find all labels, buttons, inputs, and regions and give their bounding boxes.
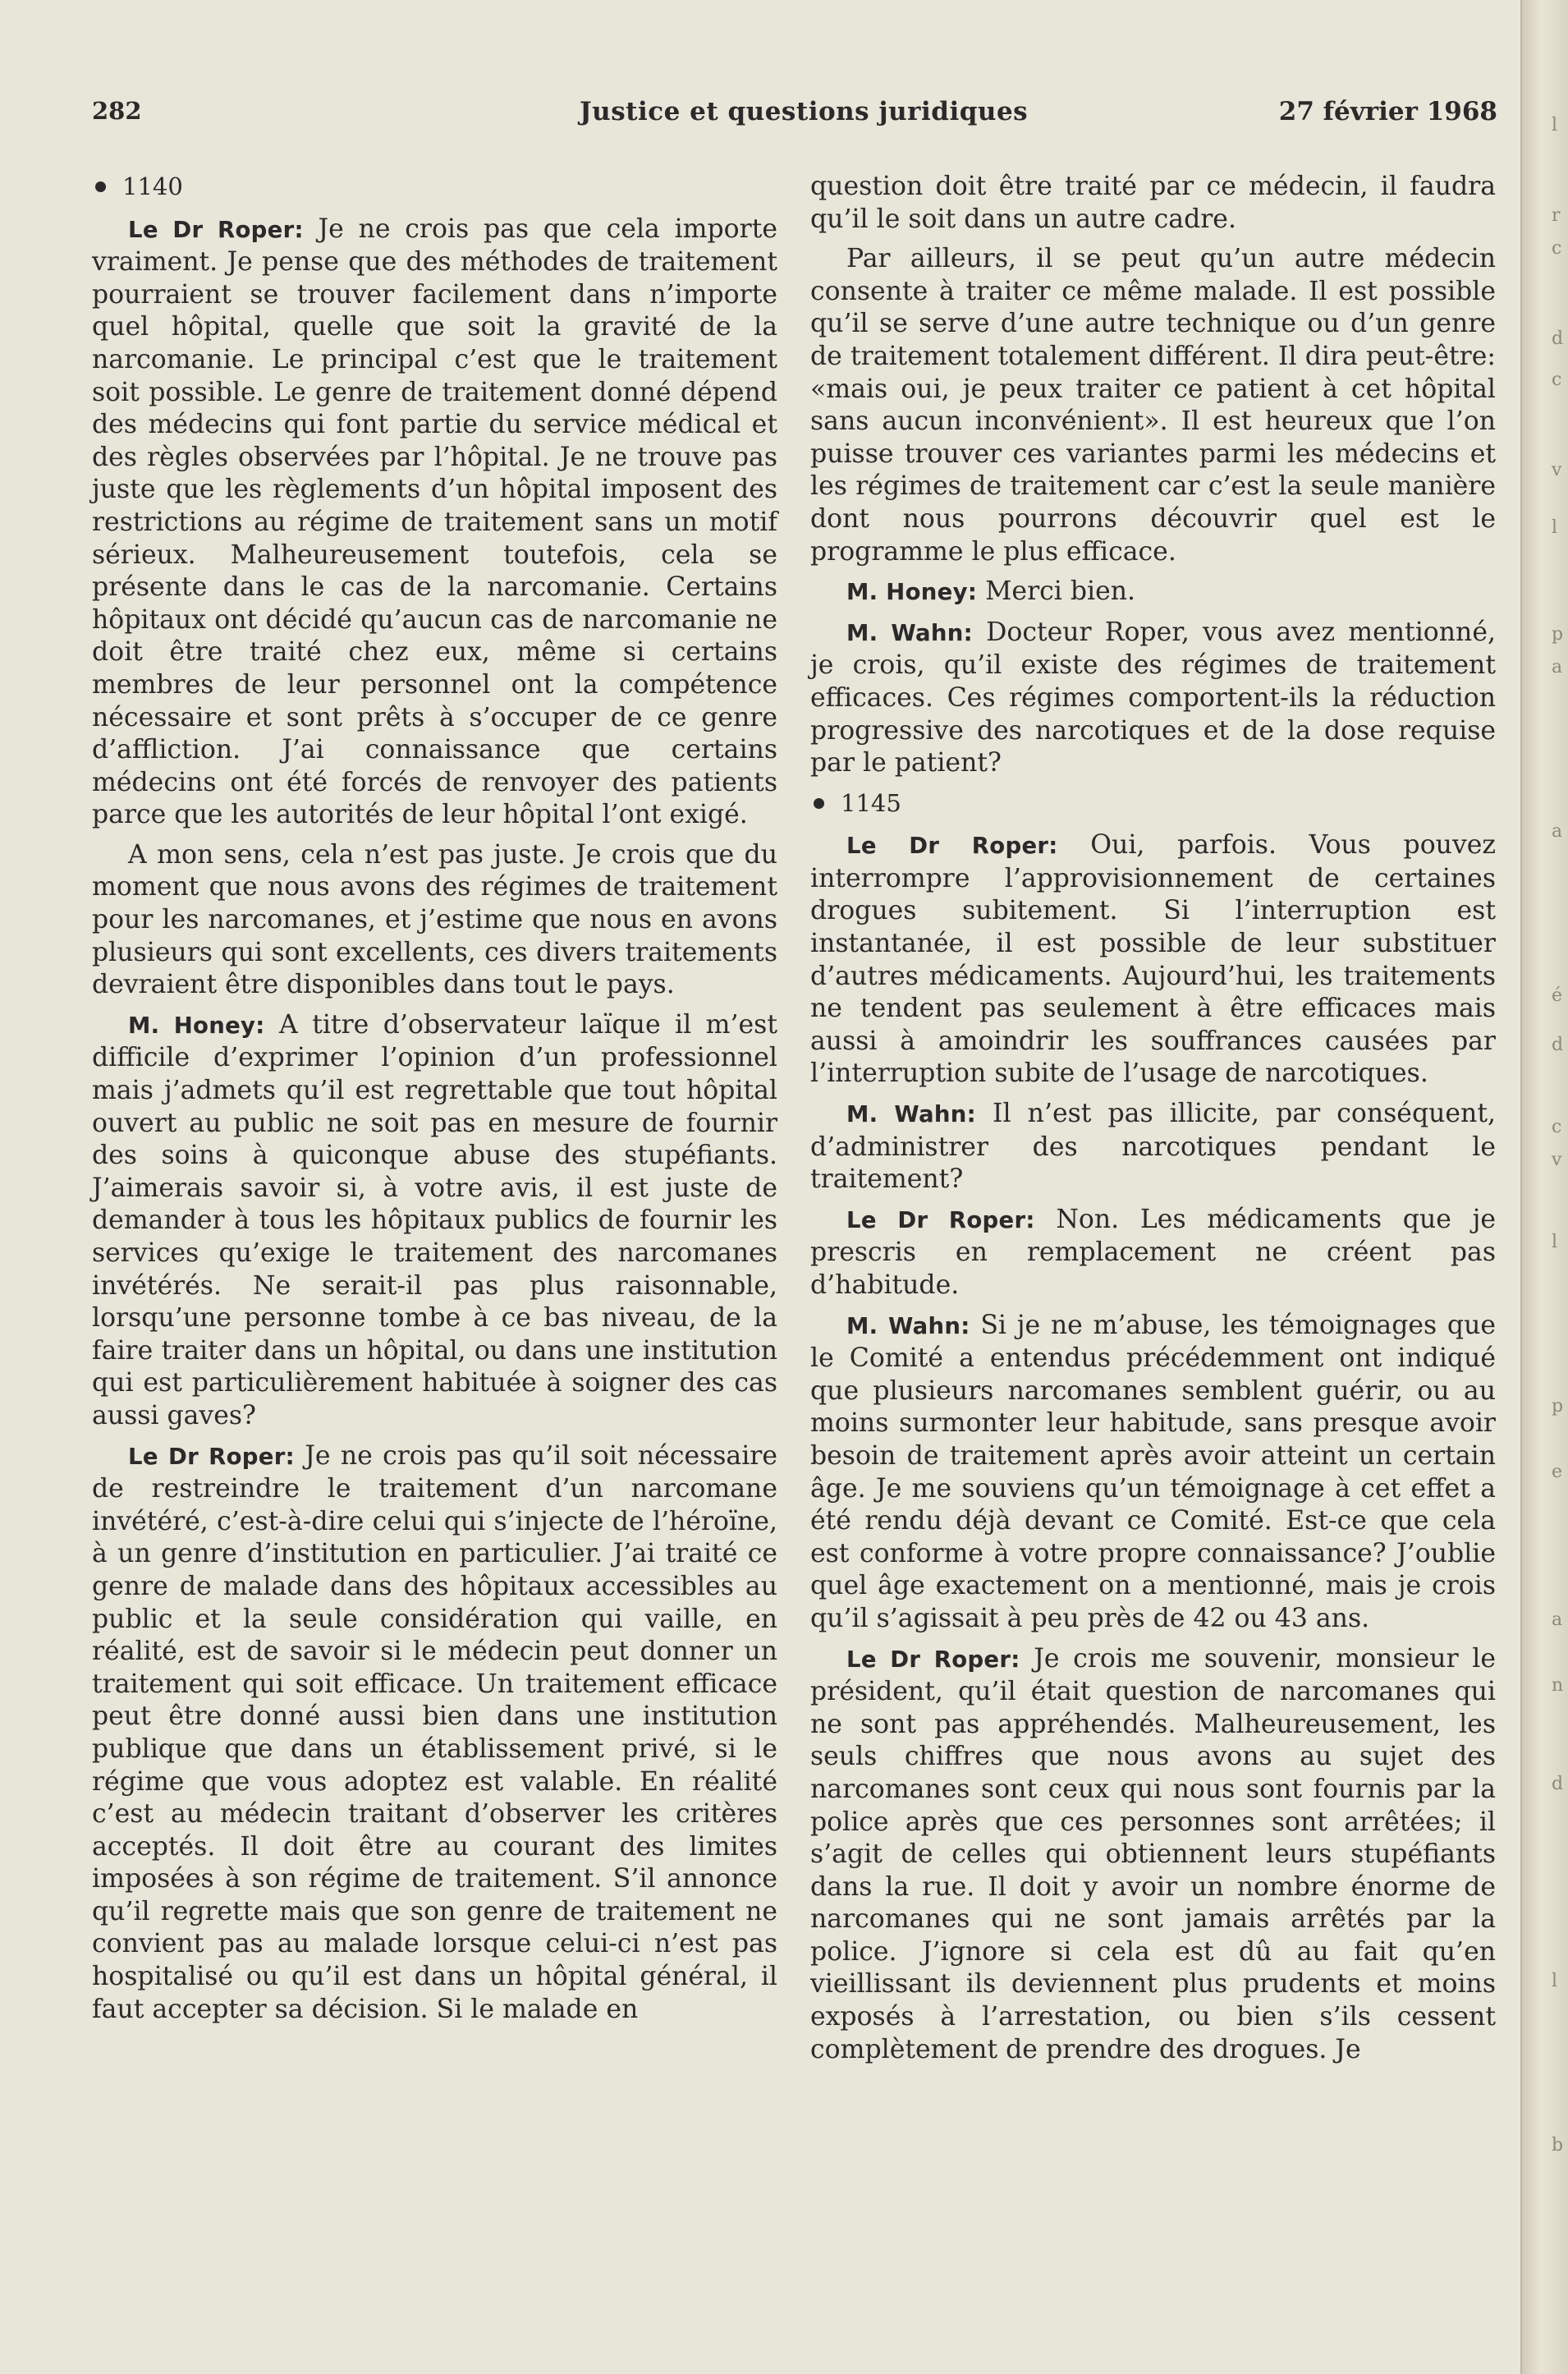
left-column (92, 171, 777, 2033)
paragraph (810, 1310, 1496, 1636)
adjacent-page-fragment: l (1552, 1232, 1558, 1252)
running-header (92, 97, 1497, 138)
paragraph-text: Oui, parfois. Vous pouvez interrompre l’approvisionnement de certaines drogues subitement. Si l’interruption est instantanée, il est possible de leur substituer d’autres médicaments. Aujourd’hui, les traitements ne tendent pas seulement à être efficaces mais aussi à amoindrir les souffrances causées par l’interruption subite de l’usage de narcotiques. (810, 830, 1496, 1089)
paragraph (92, 1009, 777, 1433)
paragraph (92, 214, 777, 832)
paragraph-text: Par ailleurs, il se peut qu’un autre médecin consente à traiter ce même malade. Il est possible qu’il se serve d’une autre technique ou d’un genre de traitement totalement différent. Il dira peut-être: «mais oui, je peux traiter ce patient à cet hôpital sans aucun inconvénient». Il est heureux que l’on puisse trouver ces variantes parmi les médecins et les régimes de traitement car c’est la seule manière dont nous pourrons découvrir quel est le programme le plus efficace. (810, 244, 1496, 567)
speaker-name: M. Wahn: (846, 1312, 970, 1339)
paragraph-text: Si je ne m’abuse, les témoignages que le Comité a entendus précédemment ont indiqué que plusieurs narcomanes semblent guérir, ou au moins surmonter leur habitude, sans presque avoir besoin de traitement après avoir atteint un certain âge. Je me souviens qu’un témoignage à cet effet a été rendu déjà devant ce Comité. Est-ce que cela est conforme à votre propre connaissance? J’oublie quel âge exactement on a mentionné, mais je crois qu’il s’agissait à peu près de 42 ou 43 ans. (810, 1310, 1497, 1633)
adjacent-page-fragment: d (1552, 1035, 1564, 1055)
time-marker-label: 1145 (841, 788, 901, 817)
paragraph (810, 1204, 1496, 1302)
paragraph-text: Je ne crois pas qu’il soit nécessaire de restreindre le traitement d’un narcomane invétéré, c’est-à-dire celui qui s’injecte de l’héroïne, à un genre d’institution en particulier. J’ai traité ce genre de malade dans des hôpitaux accessibles au public et la seule considération qui vaille, en réalité, est de savoir si le médecin peut donner un traitement qui soit efficace. Un traitement efficace peut être donné aussi bien dans une institution publique que dans un établissement privé, si le régime que vous adoptez est valable. En réalité c’est au médecin traitant d’observer les critères acceptés. Il doit être au courant des limites imposées à son régime de traitement. S’il annonce qu’il regrette mais que son genre de traitement ne convient pas au malade lorsque celui-ci n’est pas hospitalisé ou qu’il est dans un hôpital général, il faut accepter sa décision. Si le malade en (92, 1440, 777, 2024)
paragraph (92, 839, 777, 1002)
adjacent-page-fragment: c (1552, 370, 1562, 390)
adjacent-page-fragment: p (1552, 1396, 1564, 1417)
speaker-name: M. Honey: (846, 579, 978, 606)
speaker-name: M. Wahn: (846, 1101, 976, 1128)
speaker-name: M. Wahn: (846, 619, 973, 646)
adjacent-page-fragment: b (1552, 2135, 1564, 2156)
paragraph-text: A mon sens, cela n’est pas juste. Je crois que du moment que nous avons des régimes de traitement pour les narcomanes, et j’estime que nous en avons plusieurs qui sont excellents, ces divers traitements devraient être disponibles dans tout le pays. (92, 839, 777, 1000)
paragraph-text: Merci bien. (985, 576, 1136, 607)
adjacent-page-fragment: c (1552, 238, 1562, 259)
right-column (810, 171, 1496, 2073)
paragraph-text: question doit être traité par ce médecin, il faudra qu’il le soit dans un autre cadre. (810, 172, 1496, 234)
adjacent-page-fragment: r (1552, 205, 1561, 226)
adjacent-page-fragment: v (1552, 1150, 1562, 1170)
paragraph (810, 1098, 1496, 1196)
adjacent-page-fragment: l (1552, 1971, 1558, 1991)
header-date: 27 février 1968 (1278, 97, 1497, 126)
running-title: Justice et questions juridiques (580, 97, 1029, 126)
adjacent-page-fragment: l (1552, 517, 1558, 538)
adjacent-page-fragment: v (1552, 460, 1562, 480)
speaker-name: Le Dr Roper: (846, 833, 1058, 860)
paragraph-text: Je ne crois pas que cela importe vraiment. Je pense que des méthodes de traitement pourraient se trouver facilement dans n’importe quel hôpital, quelle que soit la gravité de la narcomanie. Le principal c’est que le traitement soit possible. Le genre de traitement donné dépend des médecins qui font partie du service médical et des règles observées par l’hôpital. Je ne trouve pas juste que les règlements d’un hôpital imposent des restrictions au régime de traitement sans un motif sérieux. Malheureusement toutefois, cela se présente dans le cas de la narcomanie. Certains hôpitaux ont décidé qu’aucun cas de narcomanie ne doit être traité chez eux, même si certains membres de leur personnel ont la compétence nécessaire et sont prêts à s’occuper de ce genre d’affliction. J’ai connaissance que certains médecins ont été forcés de renvoyer des patients parce que les autorités de leur hôpital l’ont exigé. (92, 214, 777, 830)
adjacent-page-fragment: d (1552, 328, 1564, 349)
speaker-name: Le Dr Roper: (128, 216, 304, 243)
adjacent-page-fragment: l (1552, 115, 1558, 135)
paragraph (92, 1440, 777, 2027)
paragraph (810, 576, 1496, 609)
bullet-icon (814, 798, 824, 809)
adjacent-page-fragment: d (1552, 1774, 1564, 1794)
adjacent-page-fragment: e (1552, 1462, 1563, 1482)
adjacent-page-fragment: a (1552, 821, 1563, 842)
paragraph-text: Docteur Roper, vous avez mentionné, je crois, qu’il existe des régimes de traitement efficaces. Ces régimes comportent-ils la réduction progressive des narcotiques et de la dose requise par le patient? (810, 617, 1496, 778)
time-marker (92, 171, 777, 204)
paragraph-text: Je crois me souvenir, monsieur le président, qu’il était question de narcomanes qui ne sont pas appréhendés. Malheureusement, les seuls chiffres que nous avons au sujet des narcomanes sont ceux qui nous sont fournis par la police après que ces personnes sont arrêtées; il s’agit de celles qui obtiennent leurs stupéfiants dans la rue. Il doit y avoir un nombre énorme de narcomanes qui ne sont jamais arrêtés par la police. J’ignore si cela est dû au fait qu’en vieillissant ils deviennent plus prudents et moins exposés à l’arrestation, ou bien s’ils cessent complètement de prendre des drogues. Je (810, 1643, 1497, 2064)
paragraph-text: A titre d’observateur laïque il m’est difficile d’exprimer l’opinion d’un professionnel mais j’admets qu’il est regrettable que tout hôpital ouvert au public ne soit pas en mesure de fournir des soins à quiconque abuse des stupéfiants. J’aimerais savoir si, à votre avis, il est juste de demander à tous les hôpitaux publics de fournir les services qu’exige le traitement des narcomanes invétérés. Ne serait-il pas plus raisonnable, lorsqu’une personne tombe à ce bas niveau, de la faire traiter dans un hôpital, ou dans une institution qui est particulièrement habituée à soigner des cas aussi gaves? (92, 1009, 777, 1430)
paragraph (810, 829, 1496, 1091)
adjacent-page-fragment: a (1552, 657, 1563, 677)
adjacent-page-fragment: p (1552, 624, 1564, 645)
time-marker-label: 1140 (122, 172, 183, 200)
paragraph (810, 171, 1496, 236)
paragraph (810, 1643, 1496, 2067)
adjacent-page-fragment: c (1552, 1117, 1562, 1137)
page-number: 282 (92, 97, 142, 125)
bullet-icon (95, 181, 106, 192)
adjacent-page-fragment: n (1552, 1675, 1564, 1696)
speaker-name: Le Dr Roper: (846, 1206, 1035, 1233)
adjacent-page-edge (1520, 0, 1568, 2374)
paragraph (810, 243, 1496, 568)
time-marker (810, 788, 1496, 820)
speaker-name: Le Dr Roper: (128, 1443, 295, 1470)
paragraph-text: Non. Les médicaments que je prescris en remplacement ne créent pas d’habitude. (810, 1204, 1497, 1300)
adjacent-page-fragment: é (1552, 985, 1563, 1006)
adjacent-page-fragment: a (1552, 1609, 1563, 1630)
speaker-name: M. Honey: (128, 1012, 265, 1039)
paragraph-text: Il n’est pas illicite, par conséquent, d’administrer des narcotiques pendant le traitement? (810, 1099, 1496, 1195)
paragraph (810, 617, 1496, 780)
speaker-name: Le Dr Roper: (846, 1646, 1020, 1673)
